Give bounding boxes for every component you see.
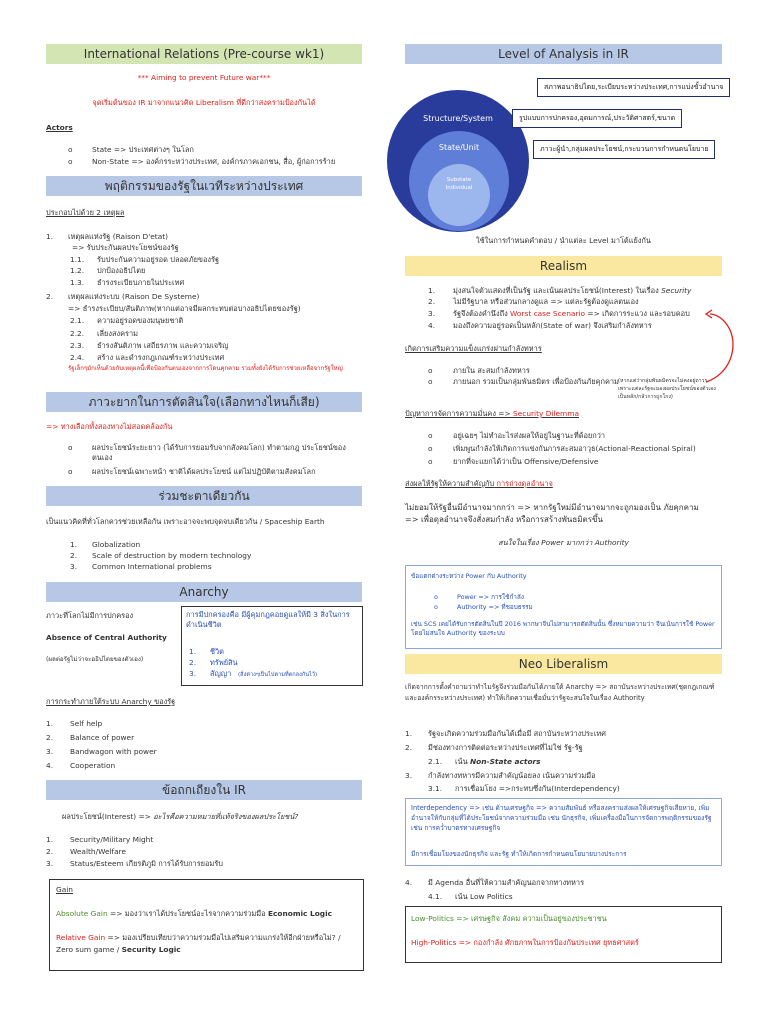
individual-label: Individual (445, 185, 473, 191)
list-number: 1. (46, 835, 54, 844)
list-item: Scale of destruction by modern technology (92, 551, 252, 560)
list-item: อยู่เฉยๆ ไม่ทำอะไรส่งผลให้อยู่ในฐานะที่ด้อยกว่า (453, 431, 606, 440)
list-number: 2. (70, 551, 78, 560)
list-number: 3. (46, 747, 54, 756)
bullet-icon: o (68, 145, 73, 154)
level-caption: ใช้ในการกำหนดคำตอบ / นำแต่ละ Level มาโต้แย้งกัน (476, 236, 651, 245)
list-number: 2.4. (70, 353, 85, 362)
state-desc: รูปแบบการปกครอง,อุดมการณ์,ประวัติศาสตร์,ขนาด (512, 109, 682, 128)
bullet-icon: o (428, 457, 433, 466)
absolute-gain: Absolute Gain => มองว่าเราได้ประโยชน์อะไรจากความร่วมมือ Economic Logic (56, 909, 332, 918)
list-number: 1. (46, 719, 54, 728)
box-heading: ข้อแตกต่างระหว่าง Power กับ Authority (411, 572, 527, 580)
structure-desc: สภาพอนาธิปไตย,ระเบียบระหว่างประเทศ,การแบ่งขั้วอำนาจ (537, 78, 730, 97)
list-item: เลี่ยงสงคราม (97, 329, 139, 338)
small-state-note: รัฐเล็กๆมักเห็นด้วยกับเหตุผลนี้เพื่อป้องกันตนเองจากการโดนคุกคาม รวมทั้งยังได้รับการช่วยเหลือจากรัฐใหญ่ (68, 365, 343, 372)
list-number: 3. (189, 669, 197, 678)
interdependency-text: Interdependency => เช่น ด้านเศรษฐกิจ => ความสัมพันธ์ หรือสงครามส่งผลให้เศรษฐกิจเสียหาย, เพิ่มอำนาจให้กับกลุ่มที่ได้ประโยชน์จากความร่วมมือ เช่น นักธุรกิจ, เพิ่มเครื่องมือในการจัดการพฤติกรรมของรัฐ เช่น การคว่ำบาตรทางเศรษฐกิจ (411, 804, 712, 832)
list-number: 2. (46, 733, 54, 742)
list-item: ชีวิต (210, 647, 224, 656)
debate-heading: ข้อถกเถียงใน IR (46, 780, 362, 800)
list-item: รับประกันความอยู่รอด ปลอดภัยของรัฐ (97, 255, 220, 264)
dilemma-heading: ภาวะยากในการตัดสินใจ(เลือกทางไหนก็เสีย) (46, 392, 362, 412)
list-number: 3. (405, 771, 413, 780)
state-label: State/Unit (438, 143, 480, 152)
shared-fate-heading: ร่วมชะตาเดียวกัน (46, 486, 362, 506)
non-state-actors: เน้น Non-State actors (455, 757, 541, 766)
gain-box (49, 879, 364, 971)
bullet-icon: o (68, 157, 73, 166)
neo-desc: เกิดจากการตั้งคำถามว่าทำไมรัฐจึงร่วมมือกันได้ภายใต้ Anarchy => สถาบันระหว่างประเทศ(ชุดกฎเกณฑ์ และองค์กรระหว่างประเทศ) ทำให้เกิดความเชื่อมั่นว่ารัฐจะสนใจในเรื่อง Authority (405, 683, 715, 702)
balance-power-heading: ส่งผลให้รัฐให้ความสำคัญกับ การถ่วงดุลอำนาจ (405, 479, 553, 488)
high-politics: High-Politics => กองกำลัง ศักยภาพในการป้องกันประเทศ ยุทธศาสตร์ (411, 938, 639, 947)
list-number: 3. (428, 309, 436, 318)
external-balancing: ภายนอก รวมเป็นกลุ่มพันธมิตร เพื่อป้องกันภัยคุกคาม (453, 377, 619, 386)
low-politics: Low-Politics => เศรษฐกิจ สังคม ความเป็นอยู่ของประชาชน (411, 914, 607, 923)
list-item: ธำรงระเบียบภายในประเทศ (97, 278, 185, 287)
bullet-icon: o (68, 443, 73, 452)
list-item: Bandwagon with power (70, 747, 157, 756)
list-item: ยากที่จะแยกได้ว่าเป็น Offensive/Defensive (453, 457, 599, 466)
realism-point-4: มองถึงความอยู่รอดเป็นหลัก(State of war) จึงเสริมกำลังทหาร (453, 321, 652, 330)
list-number: 1. (189, 647, 197, 656)
realism-point-1: มุ่งสนใจตัวแสดงที่เป็นรัฐ และเน้นผลประโยชน์(Interest) ในเรื่อง Security (453, 286, 692, 295)
raison-systeme: เหตุผลแห่งระบบ (Raison De Systeme) (68, 292, 200, 301)
security-dilemma-heading: ปัญหาการจัดการความมั่นคง => Security Dilemma (405, 409, 579, 418)
list-item: Wealth/Welfare (70, 847, 127, 856)
list-item: สร้าง และดำรงกฎเกณฑ์ระหว่างประเทศ (97, 353, 225, 362)
curved-arrow-icon (700, 308, 740, 388)
aim-line: *** Aiming to prevent Future war*** (137, 73, 271, 82)
list-item: Cooperation (70, 761, 116, 770)
behavior-sub: ประกอบไปด้วย 2 เหตุผล (46, 208, 125, 217)
page-title: International Relations (Pre-course wk1) (46, 44, 362, 64)
behavior-heading: พฤติกรรมของรัฐในเวทีระหว่างประเทศ (46, 176, 362, 196)
list-item: เพิ่มพูนกำลังให้เกิดการแข่งกันการสะสมอาวุธ(Actional-Reactional Spiral) (453, 444, 696, 453)
bullet-icon: o (434, 603, 438, 611)
contract-note: (สิ่งต่างๆเป็นไปตามที่ตกลงกันไว้) (238, 672, 318, 678)
list-item: เน้น Low Politics (455, 892, 513, 901)
authority-def: Authority => ที่ชอบธรรม (457, 603, 533, 611)
list-number: 1. (428, 286, 436, 295)
raison-detat-desc: => รับประกันผลประโยชน์ของรัฐ (72, 243, 179, 252)
level-analysis-heading: Level of Analysis in IR (405, 44, 722, 64)
raison-detat: เหตุผลแห่งรัฐ (Raison D'etat) (68, 232, 169, 241)
bullet-icon: o (434, 593, 438, 601)
list-number: 1.3. (70, 278, 85, 287)
list-item: มีช่องทางการติดต่อระหว่างประเทศที่ไม่ใช่ รัฐ-รัฐ (428, 743, 583, 752)
list-number: 2. (189, 658, 197, 667)
list-item: กำลังทางทหารมีความสำคัญน้อยลง เน้นความร่วมมือ (428, 771, 596, 780)
scs-example: เช่น SCS เคยได้รับการตัดสินในปี 2016 พากษาจีนไม่สามารถตัดสินนั้น ซึ่งหมายความว่า จีนเน้นการใช้ Power โดยไม่สนใจ Authority ของระบบ (411, 620, 715, 637)
list-item: Balance of power (70, 733, 135, 742)
list-item: Common International problems (92, 562, 212, 571)
list-number: 3. (70, 562, 78, 571)
military-heading: เกิดการเสริมความแข็งแกร่งผ่านกำลังทหาร (405, 344, 542, 353)
list-number: 4.1. (428, 892, 443, 901)
bullet-icon: o (68, 467, 73, 476)
substate-label: Substate (446, 177, 472, 183)
actor-non-state: Non-State => องค์กรระหว่างประเทศ, องค์กรภาคเอกชน, สื่อ, ผู้ก่อการร้าย (92, 157, 336, 166)
substate-circle (428, 164, 490, 226)
substate-desc: ภาวะผู้นำ,กลุ่มผลประโยชน์,กระบวนการกำหนดนโยบาย (533, 140, 715, 159)
bullet-icon: o (428, 444, 433, 453)
list-item: การเชื่อมโยง =>กระทบซึ่งกัน(Interdependency) (455, 784, 620, 793)
long-term-interest: ผลประโยชน์ระยะยาว (ได้รับการยอมรับจากสังคมโลก) ทำตามกฎ ประโยชน์ของตนเอง (92, 443, 346, 462)
list-number: 2.1. (70, 316, 85, 325)
short-term-interest: ผลประโยชน์เฉพาะหน้า ชาติได้ผลประโยชน์ แต่ไม่ปฏิบัติตามสังคมโลก (92, 467, 316, 476)
bullet-icon: o (428, 431, 433, 440)
bullet-icon: o (428, 366, 433, 375)
anarchy-system-heading: การกระทำภายใต้ระบบ Anarchy ของรัฐ (46, 697, 176, 706)
shared-fate-desc: เป็นแนวคิดที่ทั่วโลกควรช่วยเหลือกัน เพราะอาจจะพบจุดจบเดียวกัน / Spaceship Earth (46, 517, 325, 526)
list-number: 3. (46, 859, 54, 868)
anarchy-note: (ผลต่อรัฐไม่ว่าจะอธิปไตยของตัวเอง) (46, 656, 144, 663)
balance-power-text: ไม่ยอมให้รัฐอื่นมีอำนาจมากกว่า => หากรัฐใหม่มีอำนาจมากจะถูกมองเป็น ภัยคุกคาม => เพื่อดุลอำนาจจึงสั่งสมกำลัง หรือการสร้างพันธมิตรขึ้น (405, 503, 699, 524)
list-number: 2. (46, 292, 54, 301)
list-item: ความอยู่รอดของมนุษยชาติ (97, 316, 184, 325)
raison-systeme-desc: => ธำรงระเบียบ/สันติภาพ(หากแต่อาจมีผลกระทบต่อบางอธิปไตยของรัฐ) (68, 304, 301, 313)
list-item: Status/Esteem เกียรติภูมิ การได้รับการยอมรับ (70, 859, 223, 868)
bullet-icon: o (428, 377, 433, 386)
anarchy-heading: Anarchy (46, 582, 362, 602)
list-item: Globalization (92, 540, 141, 549)
list-number: 1.2. (70, 266, 85, 275)
list-item: รัฐจะเกิดความร่วมมือกันได้เมื่อมี สถาบันระหว่างประเทศ (428, 729, 606, 738)
list-item: มี Agenda อื่นที่ให้ความสำคัญนอกจากทางทหาร (428, 878, 585, 887)
list-item: Security/Military Might (70, 835, 154, 844)
list-number: 4. (405, 878, 413, 887)
anarchy-def: ภาวะที่โลกไม่มีการปกครอง (46, 611, 134, 620)
governance-text: การมีปกครองคือ มีผู้คุมกฎคอยดูแลให้มี 3 สิ่งในการดำเนินชีวิต (186, 610, 350, 629)
actor-state: State => ประเทศต่างๆ ในโลก (92, 145, 194, 154)
list-item: Self help (70, 719, 103, 728)
structure-label: Structure/System (423, 114, 493, 123)
list-number: 1.1. (70, 255, 85, 264)
list-number: 4. (428, 321, 436, 330)
realism-point-3: รัฐจึงต้องคำนึงถึง Worst case Scenario => เกิดการระแวง และรอบคอบ (453, 309, 690, 318)
list-item: ธำรงสันติภาพ เสถียรภาพ และความเจริญ (97, 341, 229, 350)
realism-heading: Realism (405, 256, 722, 276)
neo-liberalism-heading: Neo Liberalism (405, 654, 722, 674)
origin-line: จุดเริ่มต้นของ IR มาจากแนวคิด Liberalism ที่ดีกว่าสงครามป้องกันได้ (92, 98, 316, 107)
list-item: ทรัพย์สิน (210, 658, 238, 667)
gain-heading: Gain (56, 885, 73, 894)
dilemma-desc: => ทางเลือกทั้งสองทางไม่สอดคล้องกัน (46, 422, 173, 431)
list-number: 1. (405, 729, 413, 738)
list-number: 2.3. (70, 341, 85, 350)
list-number: 1. (70, 540, 78, 549)
list-number: 4. (46, 761, 54, 770)
business-link-text: มีการเชื่อมโยงของนักธุรกิจ และรัฐ ทำให้เกิดการกำหนดนโยบายบางประการ (411, 850, 627, 858)
list-number: 2. (405, 743, 413, 752)
list-item: สัญญา (210, 669, 232, 678)
interest-question: ผลประโยชน์(Interest) => อะไรคือความหมายที่แท้จริงของผลประโยชน์? (62, 812, 299, 821)
actors-heading: Actors (46, 123, 73, 132)
alliance-note: (หากแต่ว่ากลุ่มพันธมิตรจะไม่คงอยู่ถาวร เพราะแต่ละรัฐจะมองผลประโยชน์ของตัวเองเป็นหลัก/กลัวการถูกโกง) (618, 378, 716, 400)
list-number: 1. (46, 232, 54, 241)
list-number: 2.2. (70, 329, 85, 338)
list-number: 2. (428, 297, 436, 306)
list-item: ปกป้องอธิปไตย (97, 266, 146, 275)
absence-central-authority: Absence of Central Authority (46, 633, 167, 642)
relative-gain: Relative Gain => มองเปรียบเทียบว่าความร่วมมือไปเสริมความแกร่งให้อีกฝ่ายหรือไม่? / Zero sum game / Security Logic (56, 933, 341, 954)
list-number: 2.1. (428, 757, 443, 766)
power-authority-line: สนใจในเรื่อง Power มากกว่า Authority (498, 538, 629, 547)
list-number: 3.1. (428, 784, 443, 793)
realism-point-2: ไม่มีรัฐบาล หรือส่วนกลางดูแล => แต่ละรัฐต้องดูแลตนเอง (453, 297, 639, 306)
power-def: Power => การใช้กำลัง (457, 593, 524, 601)
list-number: 2. (46, 847, 54, 856)
internal-balancing: ภายใน สะสมกำลังทหาร (453, 366, 530, 375)
